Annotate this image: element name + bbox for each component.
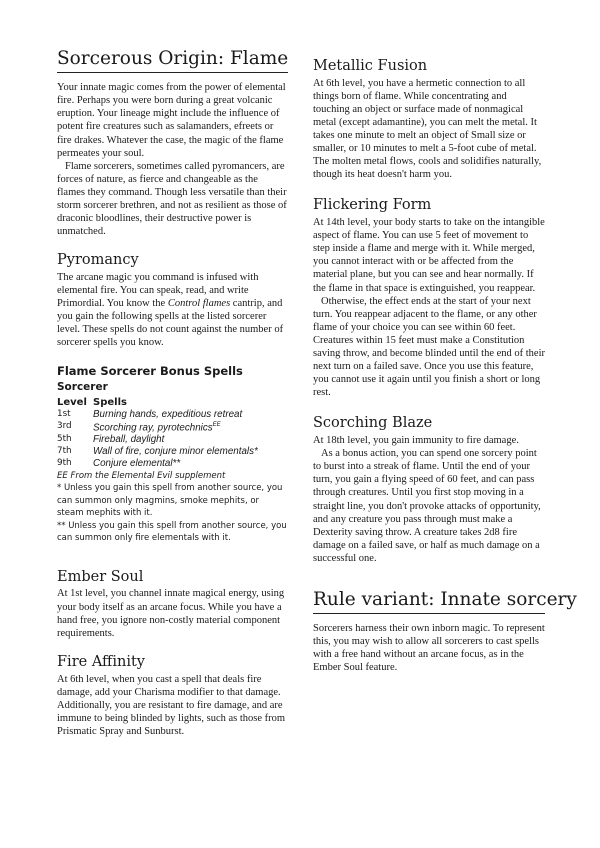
- rule-variant-title: Rule variant: Innate sorcery: [313, 589, 545, 614]
- scorching-blaze-heading: Scorching Blaze: [313, 415, 433, 432]
- flickering-form-paragraph-1: At 14th level, your body starts to take on the intangible aspect of flame. You can use 5 feet of movement to step inside a flame and merge with it. While merged, you cannot interact with or be affected from the material plane, but you can see and hear normally. If the flame in that space is extinguished, you reappear.: [313, 217, 545, 294]
- pyromancy-text-2: cantrip, and you gain the following spells at the listed sorcerer level. These spells do not count against the number of sorcerer spells you know.: [57, 298, 284, 349]
- fire-affinity-paragraph: At 6th level, when you cast a spell that deals fire damage, add your Charisma modifier to that damage. Additionally, you are resistant to fire damage, and are immune to being blinded by lights, such as those from Prismatic Spray and Sunburst.: [57, 673, 286, 737]
- spells-column-header: Spells: [93, 396, 127, 408]
- spells-text: Burning hands, expeditious retreat: [93, 408, 243, 420]
- bonus-spells-table-subtitle: Sorcerer: [57, 380, 108, 393]
- pyromancy-paragraph: [57, 271, 288, 350]
- spells-text: Wall of fire, conjure minor elementals*: [93, 446, 258, 458]
- level-cell: 7th: [57, 446, 72, 457]
- ember-soul-heading: Ember Soul: [57, 568, 144, 585]
- flickering-form-heading: Flickering Form: [313, 197, 432, 214]
- intro-paragraph-1: Your innate magic comes from the power of elemental fire. Perhaps you were born during a great volcanic eruption. Your lineage might include the influence of potent fire creatures such as salamanders, efreets or fire drakes. Whatever the case, the magic of the flame permeates your soul.: [57, 82, 286, 159]
- table-row: [57, 458, 258, 470]
- spells-cell: [93, 420, 258, 434]
- rule-variant-paragraph: Sorcerers harness their own inborn magic. To represent this, you may wish to allow all sorcerers to cast spells with a free hand without an arcane focus, as in the Ember Soul feature.: [313, 623, 545, 674]
- spells-text: Fireball, daylight: [93, 434, 165, 446]
- note-ee-text: EE From the Elemental Evil supplement: [57, 470, 226, 481]
- bonus-spells-table: [57, 396, 258, 470]
- spells-cell: [93, 458, 258, 470]
- supplement-marker: EE: [212, 422, 221, 429]
- table-row: [57, 434, 258, 446]
- fire-affinity-heading: Fire Affinity: [57, 653, 145, 670]
- level-cell: 5th: [57, 434, 72, 445]
- spells-cell: [93, 409, 258, 421]
- table-row: [57, 409, 258, 421]
- pyromancy-heading: Pyromancy: [57, 252, 139, 269]
- intro-paragraph-2: Flame sorcerers, sometimes called pyromancers, are forces of nature, as fierce and changeable as the flames they command. Though less versatile than their storm sorcerer brethren, and not as resilient as those of draconic bloodlines, their destructive power is unmatched.: [57, 160, 287, 238]
- ember-soul-paragraph: At 1st level, you channel innate magical energy, using your body itself as an arcane focus. While you have a hand free, you ignore non-costly material component requirements.: [57, 588, 285, 639]
- bonus-spells-table-title: Flame Sorcerer Bonus Spells: [57, 363, 243, 378]
- note-single-star: * Unless you gain this spell from another source, you can summon only magmins, smoke mephits, or steam mephits with it.: [57, 483, 283, 519]
- left-column: [57, 48, 288, 738]
- page-title: Sorcerous Origin: Flame: [57, 48, 288, 73]
- spells-cell: [93, 434, 258, 446]
- table-header-row: [57, 396, 258, 409]
- pyromancy-text-1: The arcane magic you command is infused with elemental fire. You can speak, read, and write Primordial. You know the: [57, 271, 259, 310]
- level-cell: 9th: [57, 458, 72, 468]
- note-double-star: ** Unless you gain this spell from another source, you can summon only fire elementals with it.: [57, 520, 287, 544]
- level-column-header: Level: [57, 396, 87, 408]
- scorching-blaze-paragraph-2: As a bonus action, you can spend one sorcery point to burst into a streak of flame. Until the end of your turn, you gain a flying speed of 60 feet, and can pass through creatures. Until you first stop moving in a straight line, you don't provoke attacks of opportunity, and any creature you pass through must make a Dexterity saving throw. A creature takes 2d8 fire damage on a failed save, or half as much damage on a successful one.: [313, 448, 541, 564]
- table-row: [57, 446, 258, 458]
- note-elemental-evil: [57, 470, 288, 483]
- right-column: [313, 58, 577, 675]
- metallic-fusion-heading: Metallic Fusion: [313, 58, 428, 74]
- spells-cell: [93, 446, 258, 458]
- control-flames-cantrip: Control flames: [167, 298, 231, 310]
- spells-text: Conjure elemental**: [93, 458, 181, 469]
- spells-text: Scorching ray, pyrotechnics: [93, 422, 213, 434]
- flickering-form-paragraph-2: Otherwise, the effect ends at the start of your next turn. You reappear adjacent to the flame, or any other flame of your choice you can see within 60 feet. Creatures within 15 feet must make a Constitution saving throw, and become blinded until the end of their next turn on a failed save. Once you use this feature, you cannot use it again until you finish a short or long rest.: [313, 295, 546, 399]
- table-row: [57, 420, 258, 434]
- level-cell: 3rd: [57, 421, 72, 432]
- level-cell: 1st: [57, 408, 71, 419]
- scorching-blaze-paragraph-1: At 18th level, you gain immunity to fire damage.: [313, 435, 519, 447]
- metallic-fusion-paragraph: At 6th level, you have a hermetic connection to all things born of flame. While concentrating and touching an object or surface made of nonmagical metal (except adamantine), you can melt the metal. It takes one minute to melt an object of Small size or smaller, or 10 minutes to melt a 5-foot cube of metal. The molten metal flows, cools and solidifies naturally, though its heat doesn't harm you.: [313, 77, 542, 181]
